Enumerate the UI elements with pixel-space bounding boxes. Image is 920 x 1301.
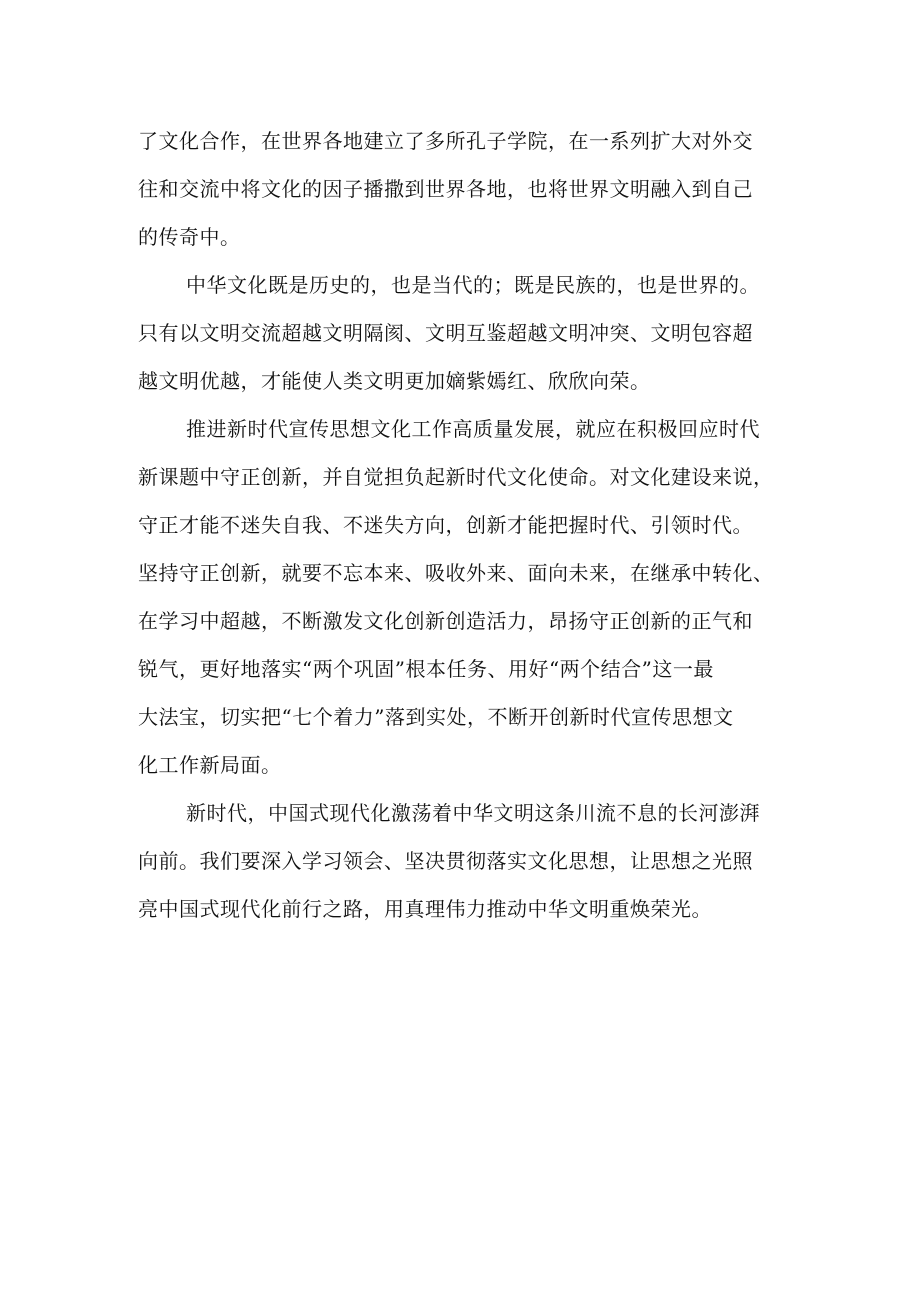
paragraph-first-line: 推进新时代宣传思想文化工作高质量发展，就应在积极回应时代 (186, 417, 760, 441)
text-line: 越文明优越，才能使人类文明更加嫡紫嫣红、欣欣向荣。 (138, 369, 651, 393)
text-line: 大法宝，切实把“七个着力”落到实处，不断开创新时代宣传思想文 (138, 705, 734, 729)
text-line: 了文化合作，在世界各地建立了多所孔子学院，在一系列扩大对外交 (138, 129, 753, 153)
text-line: 锐气，更好地落实“两个巩固”根本任务、用好“两个结合”这一最 (138, 657, 714, 681)
text-line: 的传奇中。 (138, 225, 241, 249)
text-line: 新课题中守正创新，并自觉担负起新时代文化使命。对文化建设来说， (138, 465, 774, 489)
text-line: 往和交流中将文化的因子播撒到世界各地，也将世界文明融入到自己 (138, 177, 753, 201)
document-body (138, 117, 790, 933)
paragraph-first-line: 中华文化既是历史的，也是当代的；既是民族的，也是世界的。 (186, 273, 760, 297)
text-line: 只有以文明交流超越文明隔阂、文明互鉴超越文明冲突、文明包容超 (138, 321, 753, 345)
text-line: 亮中国式现代化前行之路，用真理伟力推动中华文明重焕荣光。 (138, 897, 712, 921)
text-line: 守正才能不迷失自我、不迷失方向，创新才能把握时代、引领时代。 (138, 513, 753, 537)
text-line: 在学习中超越，不断激发文化创新创造活力，昂扬守正创新的正气和 (138, 609, 753, 633)
paragraph-first-line: 新时代，中国式现代化激荡着中华文明这条川流不息的长河澎湃 (186, 801, 760, 825)
text-line: 向前。我们要深入学习领会、坚决贯彻落实文化思想，让思想之光照 (138, 849, 753, 873)
text-line: 坚持守正创新，就要不忘本来、吸收外来、面向未来，在继承中转化、 (138, 561, 774, 585)
text-line: 化工作新局面。 (138, 753, 282, 777)
